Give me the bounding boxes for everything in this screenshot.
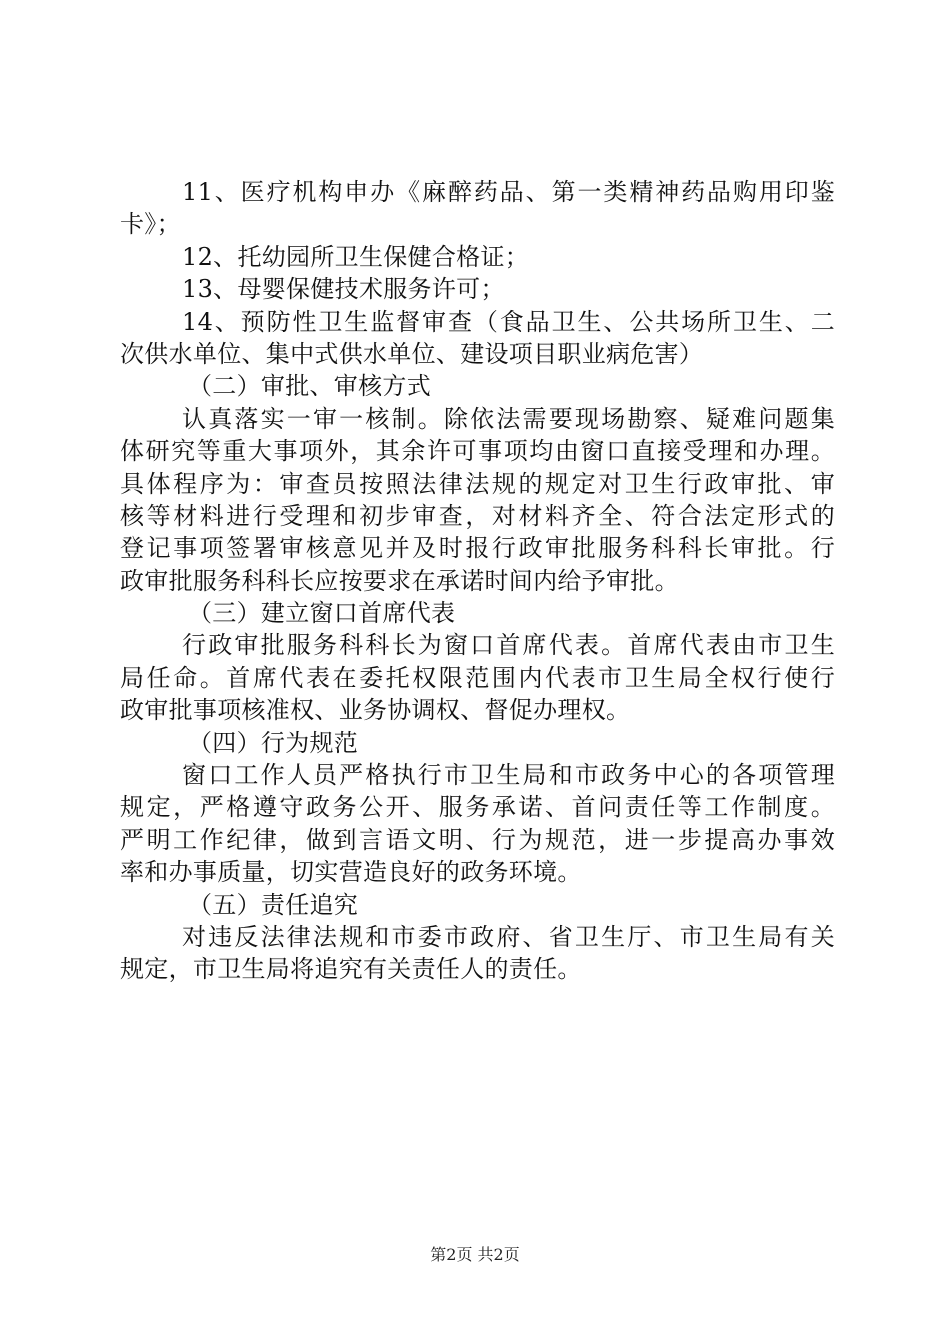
paragraph-line: 局任命。首席代表在委托权限范围内代表市卫生局全权行使行 xyxy=(120,663,835,692)
paragraph-line: 规定，严格遵守政务公开、服务承诺、首问责任等工作制度。 xyxy=(120,793,835,822)
section-heading: （二）审批、审核方式 xyxy=(188,372,431,401)
paragraph-line: 12、托幼园所卫生保健合格证； xyxy=(182,242,530,271)
section-heading: （五）责任追究 xyxy=(188,890,359,919)
paragraph-line: 11、医疗机构申办《麻醉药品、第一类精神药品购用印鉴 xyxy=(182,178,835,206)
section-heading: （三）建立窗口首席代表 xyxy=(188,599,456,628)
paragraph-line: 登记事项签署审核意见并及时报行政审批服务科科长审批。行 xyxy=(120,534,835,563)
paragraph-line: 率和办事质量，切实营造良好的政务环境。 xyxy=(120,858,582,887)
paragraph-line: 窗口工作人员严格执行市卫生局和市政务中心的各项管理 xyxy=(182,761,835,790)
paragraph-line: 核等材料进行受理和初步审查，对材料齐全、符合法定形式的 xyxy=(120,501,835,530)
paragraph-line: 行政审批服务科科长为窗口首席代表。首席代表由市卫生 xyxy=(182,631,835,660)
paragraph-line: 14、预防性卫生监督审查（食品卫生、公共场所卫生、二 xyxy=(182,307,835,336)
paragraph-line: 政审批服务科科长应按要求在承诺时间内给予审批。 xyxy=(120,566,679,595)
paragraph-line: 严明工作纪律，做到言语文明、行为规范，进一步提高办事效 xyxy=(120,825,835,854)
page-number-footer: 第2页 共2页 xyxy=(430,1245,520,1264)
paragraph-line: 认真落实一审一核制。除依法需要现场勘察、疑难问题集 xyxy=(182,404,835,433)
paragraph-line: 体研究等重大事项外，其余许可事项均由窗口直接受理和办理。 xyxy=(120,437,835,466)
paragraph-line: 对违反法律法规和市委市政府、省卫生厅、市卫生局有关 xyxy=(182,922,835,951)
paragraph-line: 具体程序为：审查员按照法律法规的规定对卫生行政审批、审 xyxy=(120,469,835,498)
document-body xyxy=(120,176,835,986)
paragraph-line: 规定，市卫生局将追究有关责任人的责任。 xyxy=(120,955,582,984)
paragraph-line: 政审批事项核准权、业务协调权、督促办理权。 xyxy=(120,696,631,725)
paragraph-line: 卡》； xyxy=(120,210,181,239)
paragraph-line: 次供水单位、集中式供水单位、建设项目职业病危害） xyxy=(120,339,704,368)
section-heading: （四）行为规范 xyxy=(188,728,359,757)
paragraph-line: 13、母婴保健技术服务许可； xyxy=(182,275,505,304)
